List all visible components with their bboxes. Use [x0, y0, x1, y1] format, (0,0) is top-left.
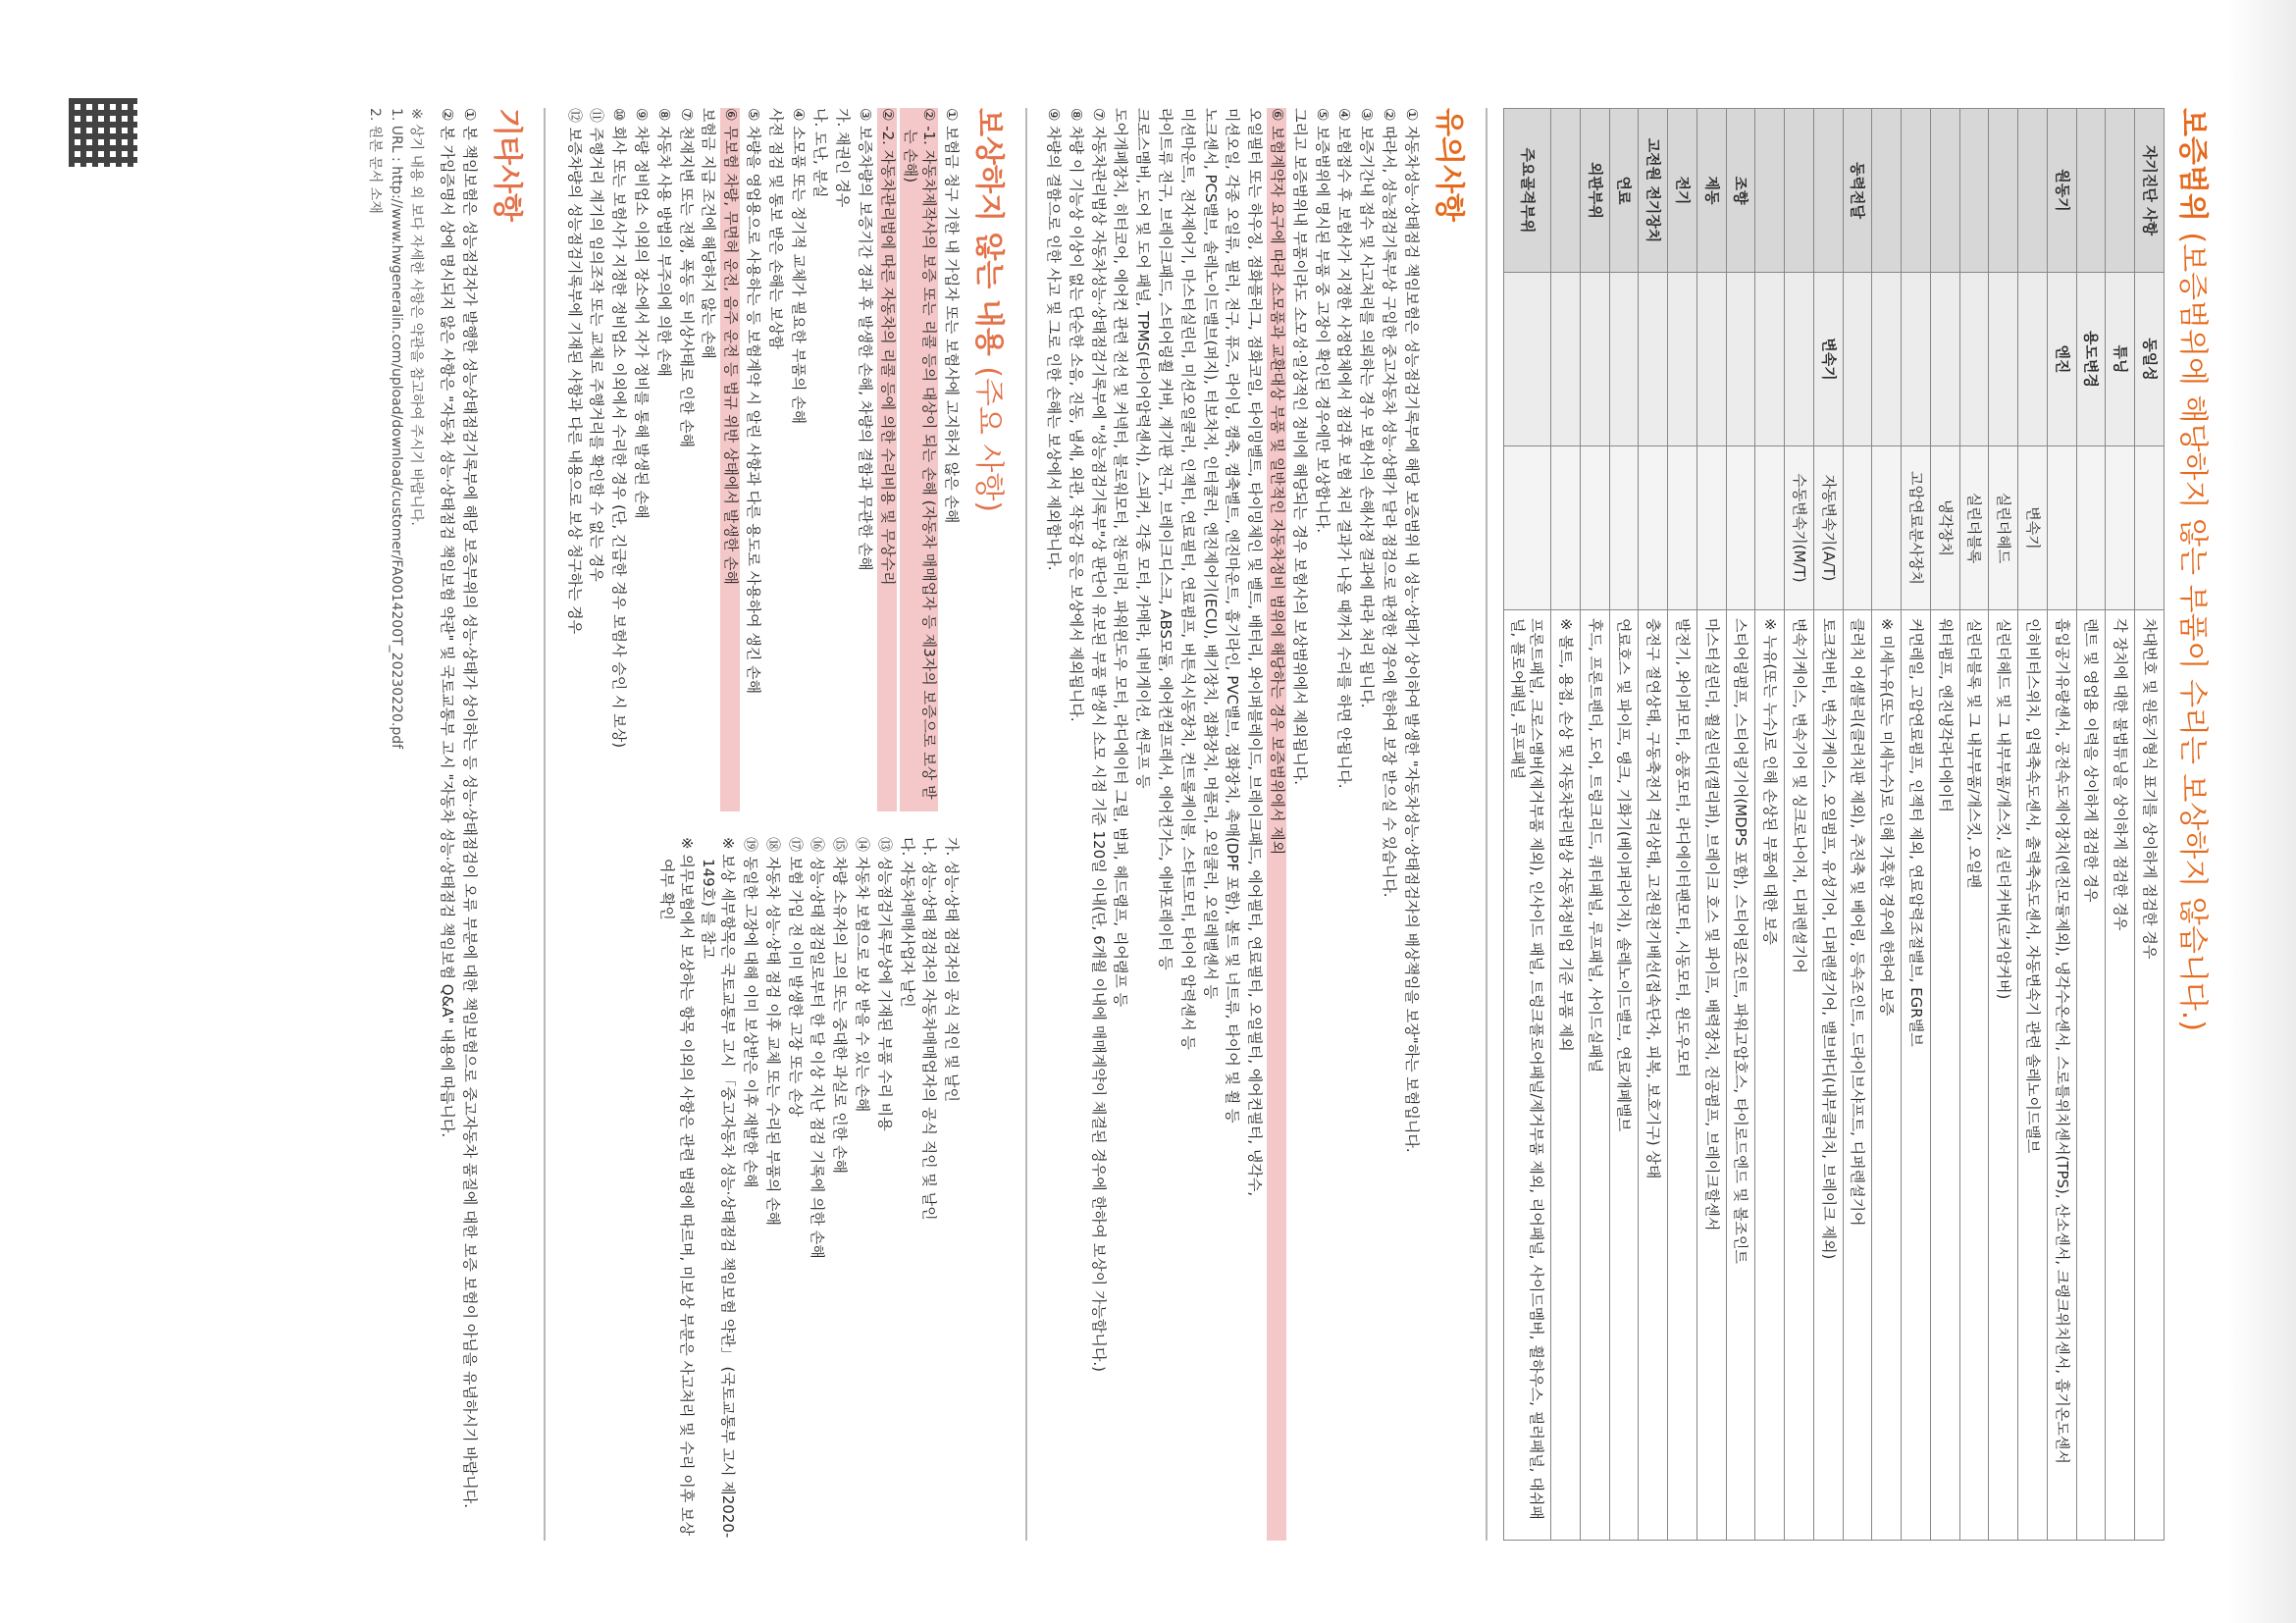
coverage-row: [1697, 109, 1727, 1541]
subcategory-cell: 튜닝: [2106, 273, 2135, 446]
list-item: 라이트류 전구, 브레이크패드, 스티어링휠 커버, 계기판 전구, 브레이크디스크, ABS모듈, 에어컨컴프레서, 에어컨가스, 에바포레이터 등: [1156, 108, 1174, 970]
coverage-row: [2048, 109, 2077, 1541]
coverage-table: [1503, 108, 2165, 1541]
subcategory-cell: [1902, 273, 1931, 446]
item-cell: [1551, 446, 1581, 610]
document-body: [363, 108, 2218, 1541]
parts-cell: 렌트 및 영업용 이력을 상이하게 점검한 경우: [2076, 610, 2106, 1541]
qr-code-icon: [69, 98, 137, 167]
coverage-row: [1902, 109, 1931, 1541]
category-cell: [1755, 109, 1785, 273]
coverage-title: [2174, 108, 2218, 1541]
category-cell: 조향: [1726, 109, 1755, 273]
list-item: 그리고 보증범위내 부품이라도 소모성·일상적인 정비에 해당되는 경우 보험사의 보상범위에서 제외됩니다.: [1290, 108, 1309, 786]
item-cell: [1503, 446, 1551, 610]
coverage-row: [1785, 109, 1814, 1541]
list-item: ④ 소모품 또는 정기적 교체가 필요한 부품의 손해: [789, 108, 808, 425]
footnote-url[interactable]: 1. URL : http://www.hwgeneralin.com/upload/download/customer/FA0014200T_20230220.pdf: [389, 108, 405, 750]
category-cell: 외판부위: [1581, 109, 1610, 273]
item-cell: [1609, 446, 1639, 610]
subcategory-cell: [1989, 273, 2018, 446]
parts-cell: 차대번호 및 원동기형식 표기를 상이하게 점검한 경우: [2135, 610, 2165, 1541]
category-cell: [1902, 109, 1931, 273]
subcategory-cell: [1668, 273, 1697, 446]
category-cell: [2106, 109, 2135, 273]
list-item: 오일필터 또는 하우징, 점화플러그, 점화코일, 타이밍벨트, 타이밍체인 및 벨트, 배터리, 와이퍼블레이드, 브레이크패드, 에어필터, 연료필터, 오일필터, 에어컨필터, 냉각수,: [1246, 108, 1265, 1197]
list-item: 미션오일, 각종 오일류, 필러, 전구, 퓨즈, 라이닝, 캠축, 캠축벨트, 엔진마운트, 흡기라인, PVC밸브, 점화장치, 촉매(DPF 포함), 볼트 및 너트류, 타이어 및 휠 등: [1224, 108, 1242, 1124]
item-cell: 변속기: [2018, 446, 2048, 610]
coverage-row: [1931, 109, 1960, 1541]
list-item: ⑤ 차량을 영업용으로 사용하는 등 보험계약 시 알린 사항과 다른 용도로 사용하여 생긴 손해: [745, 108, 763, 695]
etc-title: 기타사항: [489, 108, 524, 222]
coverage-row: [1639, 109, 1668, 1541]
item-cell: [2135, 446, 2165, 610]
list-item: 다. 자동차매매사업자 날인: [898, 837, 916, 1008]
footnote: ※ 상기 내용 외 보다 자세한 사항은 약관을 참고하여 주시기 바랍니다.: [408, 108, 425, 526]
list-item: ⑯ 성능·상태 점검일로부터 한 달 이상 지난 점검 기록에 의한 손해: [809, 837, 827, 1259]
subcategory-cell: 변속기: [1814, 273, 1844, 446]
list-item: 가. 채권인 경우: [834, 108, 853, 208]
parts-cell: 클러치 어셈블리(클러치판 제외), 추진축 및 베어링, 등속조인트, 드라이브샤프트, 디퍼렌셜기어: [1843, 610, 1872, 1541]
item-cell: [1668, 446, 1697, 610]
subcategory-cell: 동일성: [2135, 273, 2165, 446]
coverage-row: [1551, 109, 1581, 1541]
parts-cell: 마스터실린더, 휠실린더(캘리퍼), 브레이크 호스 및 파이프, 배력장치, 진공펌프, 브레이크할센서: [1697, 610, 1727, 1541]
parts-cell: ※ 누유(또는 누수)로 인해 손상된 부품에 대한 보증: [1755, 610, 1785, 1541]
list-item: ⑦ 자동차관리법상 자동차성능·상태점검기록부에 "성능점검기록부"상 판단이 유보된 부품 발생시 소모 시점 기준 120일 이내(단, 6개월 이내에 매매계약이 체결된 경우에 한하여 보상이 가능합니다.): [1089, 108, 1108, 1373]
category-cell: [2076, 109, 2106, 273]
coverage-row: [1503, 109, 1551, 1541]
list-item: ⑧ 자동차 사용 방법의 부주의에 의한 손해: [654, 108, 673, 377]
list-item: 도어개폐장치, 히터코어, 에어컨 관련 전선 및 커넥터, 블로워모터, 전동미러, 파워윈도우 모터, 라디에이터 그릴, 범퍼, 헤드램프, 리어램프 등: [1112, 108, 1130, 1008]
item-cell: [1581, 446, 1610, 610]
exclude-left-column: [561, 108, 961, 812]
coverage-row: [2135, 109, 2165, 1541]
category-cell: [2018, 109, 2048, 273]
list-item: 나. 성능·상태 점검자의 자동차매매업자의 공식 직인 및 날인: [920, 837, 939, 1221]
list-item: ① 자동차성능·상태점검 책임보험은 성능점검기록부에 해당 보증범위 내 성능·상태가 상이하여 발생한 "자동차성능·상태점검자의 배상책임을 보장"하는 보험입니다.: [1402, 108, 1421, 1153]
coverage-row: [1959, 109, 1989, 1541]
coverage-row: [2018, 109, 2048, 1541]
list-item: 크로스멤버, 도어 및 도어 패널, TPMS(타이어압력센서), 스피커, 각종 모터, 카메라, 네비게이션, 썬루프 등: [1134, 108, 1153, 789]
category-cell: 자기진단 사항: [2135, 109, 2165, 273]
item-cell: [1843, 446, 1872, 610]
category-cell: [1785, 109, 1814, 273]
subcategory-cell: [1931, 273, 1960, 446]
item-cell: [1872, 446, 1902, 610]
list-item: ① 본 책임보험은 성능점검자가 발행한 성능상태점검기록부에 해당 보증부위의 성능·상태가 상이하는 등 성능·상태점검이 오류 부분에 대한 책임보험으로 중고자동차 품질에 대한 보증 보험이 아님을 유념하시기 바랍니다.: [460, 108, 479, 1509]
subcategory-cell: [1726, 273, 1755, 446]
item-cell: 냉각장치: [1931, 446, 1960, 610]
exclude-columns: [561, 108, 961, 1541]
list-item: ⑥ 보험계약자 요구에 따라 소모품과 교환대상 부품 및 일반적인 자동차정비 범위에 해당하는 경우 보증범위에서 제외: [1267, 108, 1286, 1541]
parts-cell: 커먼레일, 고압연료펌프, 인젝터 제외, 연료압력조절밸브, EGR밸브: [1902, 610, 1931, 1541]
parts-cell: 각 장치에 대한 불법튜닝을 상이하게 점검한 경우: [2106, 610, 2135, 1541]
coverage-row: [1581, 109, 1610, 1541]
subcategory-cell: 용도변경: [2076, 273, 2106, 446]
category-cell: 원동기: [2048, 109, 2077, 273]
notice-title: 유의사항: [1431, 108, 1466, 222]
category-cell: [1989, 109, 2018, 273]
list-item: ⑨ 차량 정비업소 이외의 장소에서 자가 정비를 통해 발생된 손해: [633, 108, 652, 519]
list-item: 보험금 지급 조건에 해당하지 않는 손해: [700, 108, 718, 359]
subcategory-cell: [1551, 273, 1581, 446]
list-item: ⑩ 회사 또는 보험사가 지정한 정비업소 이외에서 수리한 경우 (단, 긴급한 경우 보험사 승인 시 보상): [610, 108, 629, 749]
category-cell: [1931, 109, 1960, 273]
item-cell: 고압연료분사장치: [1902, 446, 1931, 610]
section-divider: [1486, 108, 1487, 1541]
parts-cell: 충전구 절연상태, 구동축전지 격리상태, 고전원전기배선(접속단자, 피복, 보호기구) 상태: [1639, 610, 1668, 1541]
list-item: ② 본 가입증명서 상에 명시되지 않은 사항은 "자동차 성능·상태점검 책임보험 약관" 및 국토교통부 고시 "자동차 성능·상태점검 책임보험 Q&A" 내용에 따릅니다.: [439, 108, 457, 1138]
parts-cell: ※ 미세누유(또는 미세누수)로 인해 가혹한 경우에 한하여 보증: [1872, 610, 1902, 1541]
subcategory-cell: [1697, 273, 1727, 446]
subcategory-cell: [1639, 273, 1668, 446]
subcategory-cell: [1843, 273, 1872, 446]
list-item: 사전 점검 및 통보 받은 손해는 보상함: [766, 108, 785, 349]
parts-cell: 변속기케이스, 변속기어 및 싱크로나이저, 디퍼렌셜기어: [1785, 610, 1814, 1541]
scan-shadow: [2227, 0, 2296, 1623]
list-item: ⑨ 차량의 결함으로 인한 사고 및 그로 인한 손해는 보상에서 제외합니다.: [1045, 108, 1063, 571]
item-cell: [1755, 446, 1785, 610]
coverage-row: [2106, 109, 2135, 1541]
parts-cell: 프론트패널, 크로스멤버(제거부품 제외), 인사이드 패널, 트렁크플로어패널/제거부품 제외, 리어패널, 사이드멤버, 휠하우스, 필러패널, 대쉬패널, 플로어패널, 루프패널: [1503, 610, 1551, 1541]
subcategory-cell: [1755, 273, 1785, 446]
list-item: ⑰ 보험 가입 전 이미 발생한 고장 또는 손상: [786, 837, 805, 1117]
list-item: ⑬ 성능점검기록부상에 기재된 부품 수리 비용: [875, 837, 894, 1131]
footnote: 2. 원본 문서 소재: [367, 108, 384, 214]
section-divider: [544, 108, 546, 1541]
list-item: ② 따라서, 성능점검기록부상 구입한 중고자동차 성능·상태가 달라 점검으로 판정한 경우에 한하여 보장 받으실 수 있습니다.: [1380, 108, 1398, 898]
item-cell: [2106, 446, 2135, 610]
notice-list: [1043, 108, 1421, 1541]
list-item: ⑲ 동일한 고장에 대해 이미 보상받은 이후 재발한 손해: [742, 837, 760, 1188]
list-item: ② -1. 자동차제작사의 보증 또는 리콜 등의 대상이 되는 손해 (자동차 매매업자 등 제3자의 보증으로 보상 받는 손해): [900, 108, 939, 812]
parts-cell: 후드, 프론트펜더, 도어, 트렁크리드, 쿼터패널, 루프패널, 사이드실패널: [1581, 610, 1610, 1541]
parts-cell: 실린더블록 및 그 내부부품/개스킷, 오일팬: [1959, 610, 1989, 1541]
parts-cell: 연료호스 및 파이프, 탱크, 기화기(베이퍼라이저), 솔레노이드밸브, 연료개폐밸브: [1609, 610, 1639, 1541]
item-cell: 실린더블록: [1959, 446, 1989, 610]
list-item: ③ 보증차량의 보증기간 경과 후 발생한 손해, 차량의 결함과 무관한 손해: [857, 108, 875, 571]
list-item: ③ 보증기간내 접수 및 사고처리를 의뢰하는 경우 보험사의 손해사정 결과에 따라 처리 됩니다.: [1358, 108, 1377, 708]
category-cell: [1959, 109, 1989, 273]
item-cell: [2076, 446, 2106, 610]
list-item: ② -2. 자동차관리법에 따른 자동차의 리콜 등에 의한 수리비용 및 무상수리: [877, 108, 897, 812]
item-cell: 수동변속기(M/T): [1785, 446, 1814, 610]
item-cell: [1697, 446, 1727, 610]
section-divider: [1025, 108, 1027, 1541]
list-item: ⑫ 보증차량의 성능점검기록부에 기재된 사항과 다른 내용으로 보상 청구하는 경우: [565, 108, 584, 635]
list-item: ⑤ 보증범위에 명시된 부품 중 고장이 확인된 경우에만 보상합니다.: [1313, 108, 1331, 534]
subcategory-cell: [1959, 273, 1989, 446]
category-cell: 제동: [1697, 109, 1727, 273]
coverage-row: [1668, 109, 1697, 1541]
subcategory-cell: [1872, 273, 1902, 446]
list-item: ⑭ 자동차 보험으로 보상 받을 수 있는 손해: [854, 837, 872, 1113]
etc-list: [437, 108, 479, 1541]
list-item: ⑱ 자동차 성능·상태 점검 이후 교체 또는 수리된 부품의 손해: [763, 837, 782, 1226]
footnotes: [366, 108, 427, 1541]
coverage-row: [1755, 109, 1785, 1541]
parts-cell: 흡입공기유량센서, 공전속도제어장치(엔진모듈제외), 냉각수온센서, 스로틀위치센서(TPS), 산소센서, 크랭크위치센서, 흡기온도센서: [2048, 610, 2077, 1541]
list-item: 나. 도난, 분실: [811, 108, 830, 198]
subcategory-cell: [1503, 273, 1551, 446]
category-cell: [1551, 109, 1581, 273]
list-item: 미션마운트, 전자제어기, 마스터실린더, 미션오일쿨러, 인젝터, 연료필터, 연료펌프, 버튼식시동장치, 컨트롤케이블, 스타트모터, 타이어 압력센서 등: [1178, 108, 1197, 1050]
item-cell: [1726, 446, 1755, 610]
parts-cell: 발전기, 와이퍼모터, 송풍모터, 라디에이터팬모터, 시동모터, 윈도우모터: [1668, 610, 1697, 1541]
coverage-row: [1609, 109, 1639, 1541]
category-cell: 고전원 전기장치: [1639, 109, 1668, 273]
list-item: 노크센서, PCS밸브, 솔레노이드밸브(퍼지), 터보차저, 인터쿨러, 엔진제어기(ECU), 배기장치, 점화장치, 머플러, 오일쿨러, 오일레벨센서 등: [1201, 108, 1220, 1000]
parts-cell: 워터펌프, 엔진냉각라디에이터: [1931, 610, 1960, 1541]
list-item: 가. 성능·상태 점검자의 공식 직인 및 날인: [943, 837, 962, 1102]
item-cell: 자동변속기(A/T): [1814, 446, 1844, 610]
parts-cell: 토크컨버터, 변속기케이스, 오일펌프, 유성기어, 디퍼렌셜기어, 밸브바디(내부클러치, 브레이크 제외): [1814, 610, 1844, 1541]
category-cell: 전기: [1668, 109, 1697, 273]
exclude-title-note: (주요 사항): [971, 366, 1007, 513]
coverage-title-text: 보증범위: [2175, 108, 2210, 222]
list-item: ⑧ 차량 이 기능상 이상이 없는 단순한 소음, 진동, 냄새, 외관, 작동감 등은 보상에서 제외됩니다.: [1067, 108, 1085, 722]
list-item: ※ 의무보험에서 보상하는 항목 이외의 사항은 관련 법령에 따르며, 미보상 부분은 사고처리 및 수리 이후 보상 여부 확인: [657, 837, 696, 1536]
coverage-title-note: (보증범위에 해당하지 않는 부품이 수리는 보상하지 않습니다.): [2175, 232, 2210, 1032]
coverage-row: [1872, 109, 1902, 1541]
parts-cell: 스티어링펌프, 스티어링기어(MDPS 포함), 스티어링조인트, 파워고압호스, 타이로드엔드 및 볼조인트: [1726, 610, 1755, 1541]
parts-cell: ※ 볼트, 용접, 손상 및 자동차관리법상 자동차정비업 기준 부품 제외: [1551, 610, 1581, 1541]
coverage-row: [1726, 109, 1755, 1541]
subcategory-cell: [1581, 273, 1610, 446]
item-cell: 실린더헤드: [1989, 446, 2018, 610]
parts-cell: 인히비터스위치, 입력축속도센서, 출력축속도센서, 자동변속기 관련 솔레노이드밸브: [2018, 610, 2048, 1541]
category-cell: 연료: [1609, 109, 1639, 273]
list-item: ※ 보상 세부항목은 국토교통부 고시 「중고자동차 성능·상태점검 책임보험 약관」 (국토교통부 고시 제2020-149호) 를 참고: [700, 837, 738, 1539]
coverage-row: [1814, 109, 1844, 1541]
exclude-title: [970, 108, 1014, 1541]
exclude-right-column: [561, 837, 961, 1541]
item-cell: [1639, 446, 1668, 610]
coverage-row: [1989, 109, 2018, 1541]
subcategory-cell: [1785, 273, 1814, 446]
exclude-title-text: 보상하지 않는 내용: [971, 108, 1007, 356]
list-item: ⑪ 주행거리 계기의 임의조작 또는 교체로 주행거리를 확인할 수 없는 경우: [588, 108, 606, 582]
list-item: ⑥ 무보험 차량, 무면허 운전, 음주 운전 등 법규 위반 상태에서 발생한 손해: [720, 108, 740, 812]
subcategory-cell: [1609, 273, 1639, 446]
category-cell: [1814, 109, 1844, 273]
parts-cell: 실린더헤드 및 그 내부부품/개스킷, 실린더커버(로커암커버): [1989, 610, 2018, 1541]
list-item: ⑮ 차량 소유자의 고의 또는 중대한 과실로 인한 손해: [831, 837, 850, 1174]
category-cell: 동력전달: [1843, 109, 1872, 273]
item-cell: [2048, 446, 2077, 610]
list-item: ① 보험금 청구 기한 내 가입자 또는 보험사에 고지하지 않은 손해: [943, 108, 962, 524]
coverage-row: [1843, 109, 1872, 1541]
list-item: ④ 보험접수 후 보험사가 지정한 사정업체에서 점검후 보험 처리 결과가 나올 때까지 수리를 하면 안됩니다.: [1335, 108, 1354, 789]
category-cell: [1872, 109, 1902, 273]
subcategory-cell: 엔진: [2048, 273, 2077, 446]
subcategory-cell: [2018, 273, 2048, 446]
coverage-row: [2076, 109, 2106, 1541]
list-item: ⑦ 천재지변 또는 전쟁, 폭동 등 비상사태로 인한 손해: [677, 108, 696, 448]
category-cell: 주요골격부위: [1503, 109, 1551, 273]
